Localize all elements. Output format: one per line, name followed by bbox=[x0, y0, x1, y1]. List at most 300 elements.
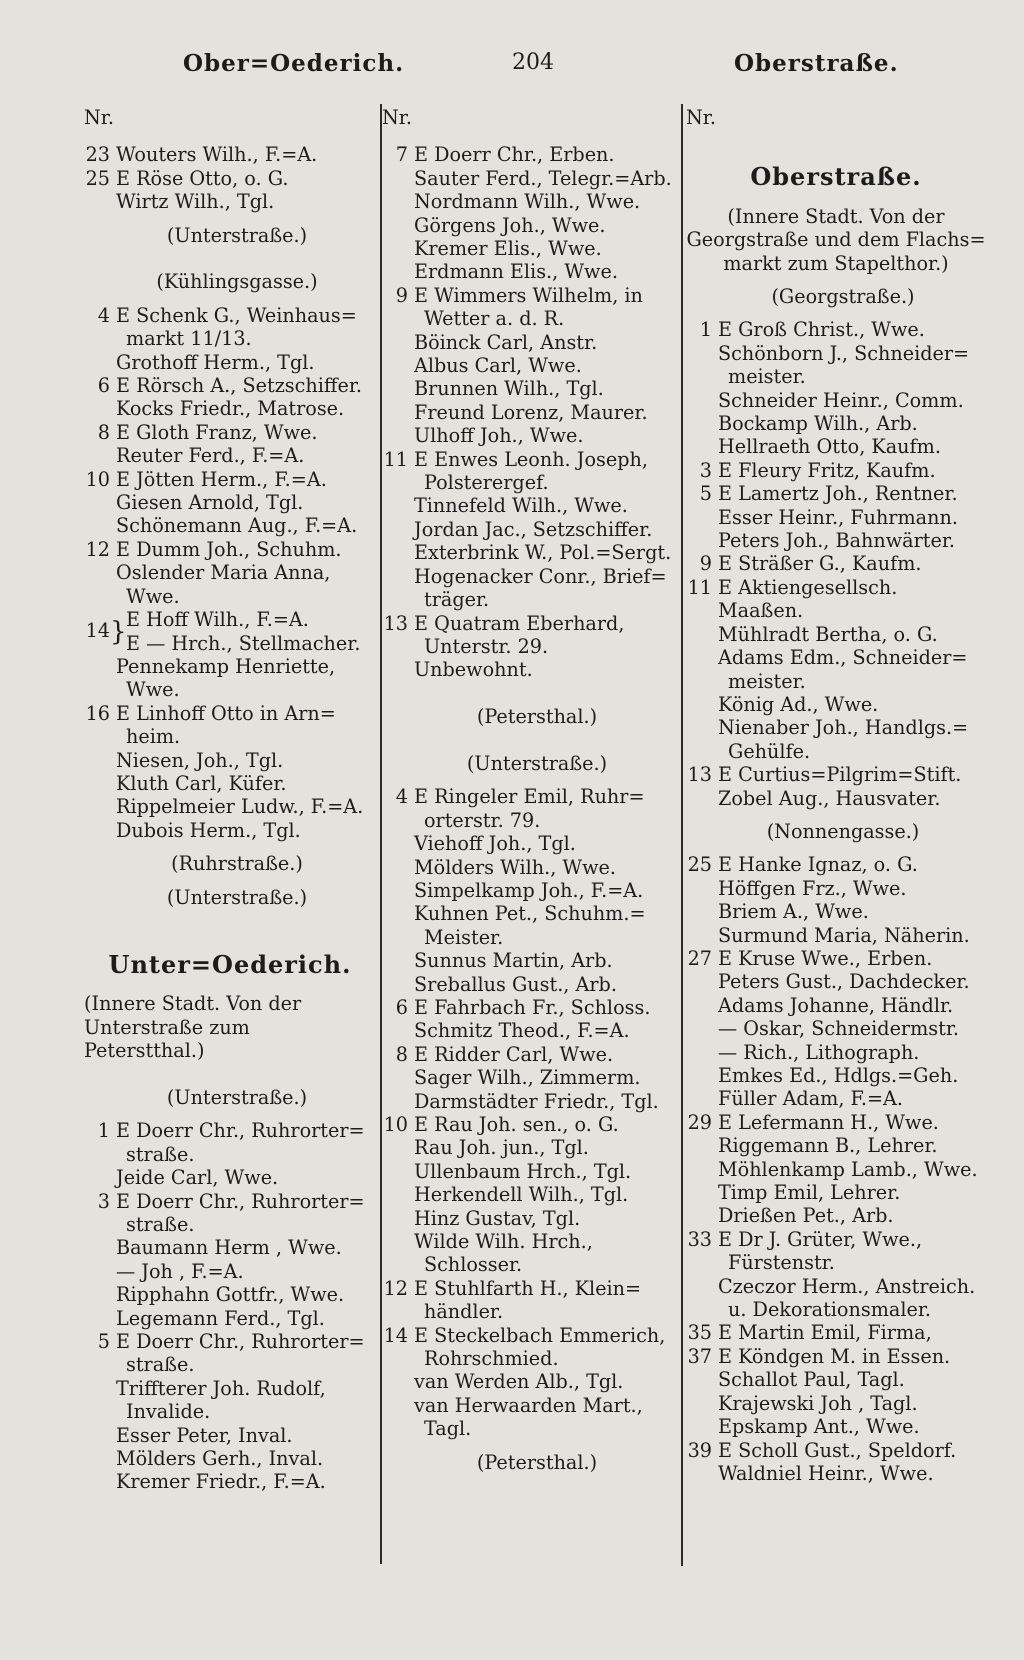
house-number: 13 bbox=[383, 611, 408, 635]
entry-line: Nienaber Joh., Handlgs.= bbox=[718, 716, 969, 740]
list-item bbox=[382, 331, 678, 354]
list-item bbox=[686, 947, 986, 970]
list-item bbox=[686, 994, 986, 1017]
entry-line: Peters Joh., Bahnwärter. bbox=[718, 529, 956, 553]
header-left-title: Ober=Oederich. bbox=[183, 50, 405, 77]
list-item bbox=[686, 1181, 986, 1204]
entry-line: E Schenk G., Weinhaus= bbox=[116, 303, 357, 327]
house-number: 25 bbox=[687, 853, 712, 877]
entry-line: E Fahrbach Fr., Schloss. bbox=[414, 995, 651, 1019]
list-item bbox=[686, 924, 986, 947]
entry-line: E Röse Otto, o. G. bbox=[116, 166, 289, 190]
list-item bbox=[686, 435, 986, 458]
section-heading: (Petersthal.) bbox=[476, 705, 598, 729]
house-number: 3 bbox=[97, 1189, 110, 1213]
entry-line: meister. bbox=[728, 669, 806, 693]
entry-line: E Rörsch A., Setzschiffer. bbox=[116, 374, 363, 398]
entry-line: Gehülfe. bbox=[728, 739, 811, 763]
list-item bbox=[382, 1090, 678, 1113]
house-number: 25 bbox=[85, 166, 110, 190]
list-item bbox=[382, 167, 678, 190]
entry-line: Grothoff Herm., Tgl. bbox=[116, 350, 315, 374]
entry-line: Invalide. bbox=[126, 1400, 211, 1424]
entry-line: Giesen Arnold, Tgl. bbox=[116, 491, 304, 515]
list-item bbox=[686, 646, 986, 693]
house-number: 10 bbox=[85, 467, 110, 491]
house-number: 9 bbox=[395, 283, 408, 307]
list-item bbox=[84, 167, 376, 190]
entry-line: Wetter a. d. R. bbox=[424, 307, 565, 331]
list-item bbox=[382, 1066, 678, 1089]
header-right-title: Oberstraße. bbox=[734, 50, 899, 77]
list-item bbox=[84, 397, 376, 420]
entry-line: Drießen Pet., Arb. bbox=[718, 1204, 894, 1228]
entry-line: Görgens Joh., Wwe. bbox=[414, 213, 606, 237]
page-header bbox=[0, 50, 1024, 100]
list-item bbox=[382, 1183, 678, 1206]
entry-line: Krajewski Joh , Tagl. bbox=[718, 1391, 918, 1415]
entry-line: — Rich., Lithograph. bbox=[718, 1040, 920, 1064]
house-number: 7 bbox=[395, 143, 408, 167]
list-item bbox=[686, 1275, 986, 1322]
entry-line: Simpelkamp Joh., F.=A. bbox=[414, 878, 644, 902]
list-item bbox=[686, 763, 986, 786]
entry-line: Füller Adam, F.=A. bbox=[718, 1087, 903, 1111]
house-number: 8 bbox=[395, 1042, 408, 1066]
list-item bbox=[84, 1470, 376, 1493]
list-item bbox=[382, 1394, 678, 1441]
entry-line: Esser Heinr., Fuhrmann. bbox=[718, 505, 958, 529]
entry-line: Meister. bbox=[424, 925, 504, 949]
house-number: 4 bbox=[395, 785, 408, 809]
entry-line: Mölders Wilh., Wwe. bbox=[414, 855, 617, 879]
section-heading: (Kühlingsgasse.) bbox=[156, 270, 318, 294]
list-item bbox=[382, 260, 678, 283]
entry-line: straße. bbox=[126, 1353, 195, 1377]
entry-line: Sunnus Martin, Arb. bbox=[414, 949, 613, 973]
entry-line: E Curtius=Pilgrim=Stift. bbox=[718, 763, 962, 787]
entry-line: Unterstr. 29. bbox=[424, 634, 549, 658]
entry-line: Höffgen Frz., Wwe. bbox=[718, 876, 907, 900]
list-item bbox=[686, 1087, 986, 1110]
entry-line: Jeide Carl, Wwe. bbox=[116, 1166, 279, 1190]
street-title: Oberstraße. bbox=[750, 162, 922, 192]
list-item bbox=[382, 973, 678, 996]
entry-line: Surmund Maria, Näherin. bbox=[718, 923, 970, 947]
list-item bbox=[686, 1392, 986, 1415]
list-item bbox=[382, 1113, 678, 1136]
entry-line: markt 11/13. bbox=[126, 327, 252, 351]
house-number: 16 bbox=[85, 701, 110, 725]
entry-line: E Doerr Chr., Ruhrorter= bbox=[116, 1330, 365, 1354]
entry-line: Viehoff Joh., Tgl. bbox=[414, 832, 576, 856]
list-item bbox=[686, 716, 986, 763]
entry-line: Wwe. bbox=[126, 584, 180, 608]
list-item bbox=[382, 448, 678, 495]
entry-line: Rau Joh. jun., Tgl. bbox=[414, 1136, 589, 1160]
list-item bbox=[382, 879, 678, 902]
house-number: 11 bbox=[383, 447, 408, 471]
entry-line: E Köndgen M. in Essen. bbox=[718, 1344, 951, 1368]
house-number: 1 bbox=[699, 318, 712, 342]
house-number: 5 bbox=[699, 482, 712, 506]
entry-line: E Sträßer G., Kaufm. bbox=[718, 552, 922, 576]
entry-line: Schallot Paul, Tagl. bbox=[718, 1368, 905, 1392]
list-item bbox=[84, 374, 376, 397]
list-item bbox=[382, 565, 678, 612]
section-heading: (Georgstraße.) bbox=[771, 285, 915, 309]
entry-line: E Enwes Leonh. Joseph, bbox=[414, 447, 648, 471]
entry-line: Erdmann Elis., Wwe. bbox=[414, 260, 618, 284]
list-item bbox=[84, 561, 376, 608]
section-heading: (Unterstraße.) bbox=[166, 885, 308, 909]
entry-line: Kremer Elis., Wwe. bbox=[414, 237, 602, 261]
entry-line: Exterbrink W., Pol.=Sergt. bbox=[414, 541, 672, 565]
entry-line: Sager Wilh., Zimmerm. bbox=[414, 1066, 641, 1090]
entry-line: van Werden Alb., Tgl. bbox=[414, 1370, 624, 1394]
list-item bbox=[382, 214, 678, 237]
entry-line: E Ridder Carl, Wwe. bbox=[414, 1042, 614, 1066]
entry-line: Kremer Friedr., F.=A. bbox=[116, 1470, 326, 1494]
list-item bbox=[686, 1345, 986, 1368]
entry-line: E Rau Joh. sen., o. G. bbox=[414, 1113, 619, 1137]
list-item bbox=[686, 342, 986, 389]
entry-line: Legemann Ferd., Tgl. bbox=[116, 1306, 325, 1330]
entry-line: Sreballus Gust., Arb. bbox=[414, 972, 617, 996]
list-item bbox=[382, 494, 678, 517]
nr-label: Nr. bbox=[84, 106, 114, 129]
list-item bbox=[686, 693, 986, 716]
house-number: 10 bbox=[383, 1113, 408, 1137]
list-item bbox=[686, 459, 986, 482]
house-number: 13 bbox=[687, 763, 712, 787]
list-item bbox=[686, 1017, 986, 1040]
house-number: 27 bbox=[687, 946, 712, 970]
entry-line: Mölders Gerh., Inval. bbox=[116, 1447, 324, 1471]
list-item bbox=[84, 1190, 376, 1237]
street-description: (Innere Stadt. Von der Unterstraße zum Peterstthal.) bbox=[84, 992, 302, 1063]
entry-line: Adams Edm., Schneider= bbox=[718, 646, 968, 670]
entry-line: Ulhoff Joh., Wwe. bbox=[414, 424, 584, 448]
entry-line: Schönemann Aug., F.=A. bbox=[116, 514, 358, 538]
list-item bbox=[382, 1136, 678, 1159]
entry-line: Oslender Maria Anna, bbox=[116, 561, 331, 585]
entry-line: träger. bbox=[424, 588, 490, 612]
list-item bbox=[686, 552, 986, 575]
list-item bbox=[686, 1415, 986, 1438]
entry-line: Herkendell Wilh., Tgl. bbox=[414, 1183, 629, 1207]
house-number: 6 bbox=[395, 995, 408, 1019]
entry-line: E Lamertz Joh., Rentner. bbox=[718, 482, 958, 506]
entry-line: E Jötten Herm., F.=A. bbox=[116, 467, 327, 491]
entry-line: E — Hrch., Stellmacher. bbox=[126, 631, 361, 655]
list-item bbox=[382, 1370, 678, 1393]
entry-line: E Fleury Fritz, Kaufm. bbox=[718, 458, 936, 482]
section-heading: (Unterstraße.) bbox=[466, 751, 608, 775]
list-item bbox=[686, 1158, 986, 1181]
list-item bbox=[382, 1207, 678, 1230]
entry-line: Brunnen Wilh., Tgl. bbox=[414, 377, 604, 401]
list-item bbox=[686, 1204, 986, 1227]
column-divider-2 bbox=[681, 104, 683, 1566]
entry-line: Tinnefeld Wilh., Wwe. bbox=[414, 494, 628, 518]
list-item bbox=[84, 1283, 376, 1306]
list-item bbox=[686, 1321, 986, 1344]
column-1 bbox=[84, 106, 376, 1494]
entry-line: E Scholl Gust., Speldorf. bbox=[718, 1438, 957, 1462]
entry-line: Nordmann Wilh., Wwe. bbox=[414, 190, 641, 214]
entry-line: Wilde Wilh. Hrch., bbox=[414, 1230, 593, 1254]
list-item bbox=[382, 902, 678, 949]
entry-line: Mühlradt Bertha, o. G. bbox=[718, 622, 938, 646]
entry-line: König Ad., Wwe. bbox=[718, 692, 879, 716]
entry-line: — Joh , F.=A. bbox=[116, 1259, 244, 1283]
entry-line: E Dr J. Grüter, Wwe., bbox=[718, 1227, 923, 1251]
list-item bbox=[382, 832, 678, 855]
list-item bbox=[382, 377, 678, 400]
list-item bbox=[686, 623, 986, 646]
entry-line: Emkes Ed., Hdlgs.=Geh. bbox=[718, 1064, 959, 1088]
entry-line: Wouters Wilh., F.=A. bbox=[116, 143, 318, 167]
list-item bbox=[382, 1019, 678, 1042]
entry-line: Rohrschmied. bbox=[424, 1347, 559, 1371]
entry-line: E Quatram Eberhard, bbox=[414, 611, 625, 635]
list-item bbox=[84, 1424, 376, 1447]
list-item bbox=[686, 412, 986, 435]
house-number: 12 bbox=[383, 1276, 408, 1300]
entry-line: Esser Peter, Inval. bbox=[116, 1423, 293, 1447]
list-item bbox=[686, 1064, 986, 1087]
list-item bbox=[84, 1260, 376, 1283]
list-item bbox=[84, 702, 376, 749]
list-item bbox=[382, 1043, 678, 1066]
entry-line: Kuhnen Pet., Schuhm.= bbox=[414, 902, 646, 926]
entry-line: E Doerr Chr., Erben. bbox=[414, 143, 615, 167]
entry-line: Fürstenstr. bbox=[728, 1251, 835, 1275]
page-number: 204 bbox=[512, 50, 554, 75]
house-number: 14 bbox=[383, 1323, 408, 1347]
list-item bbox=[84, 190, 376, 213]
entry-line: E Steckelbach Emmerich, bbox=[414, 1323, 666, 1347]
entry-line: Jordan Jac., Setzschiffer. bbox=[414, 517, 653, 541]
house-number: 29 bbox=[687, 1110, 712, 1134]
list-item bbox=[84, 795, 376, 818]
house-number: 35 bbox=[687, 1321, 712, 1345]
entry-line: Waldniel Heinr., Wwe. bbox=[718, 1461, 934, 1485]
entry-line: Peters Gust., Dachdecker. bbox=[718, 970, 970, 994]
entry-line: E Aktiengesellsch. Maaßen. bbox=[718, 575, 898, 623]
list-item bbox=[84, 421, 376, 444]
entry-line: orterstr. 79. bbox=[424, 808, 541, 832]
list-item bbox=[84, 1447, 376, 1470]
list-item bbox=[382, 1160, 678, 1183]
list-item bbox=[84, 749, 376, 772]
list-item bbox=[84, 444, 376, 467]
entry-line: Sauter Ferd., Telegr.=Arb. bbox=[414, 166, 672, 190]
list-item bbox=[686, 1134, 986, 1157]
house-number: 14 bbox=[85, 619, 110, 643]
entry-line: Tagl. bbox=[424, 1417, 472, 1441]
section-heading: (Ruhrstraße.) bbox=[171, 852, 303, 876]
list-item bbox=[382, 612, 678, 659]
house-number: 9 bbox=[699, 552, 712, 576]
house-number: 5 bbox=[97, 1330, 110, 1354]
list-item bbox=[382, 856, 678, 879]
list-item bbox=[686, 482, 986, 505]
list-item bbox=[84, 819, 376, 842]
list-item bbox=[84, 143, 376, 166]
entry-line: E Ringeler Emil, Ruhr= bbox=[414, 785, 645, 809]
entry-line: Bockamp Wilh., Arb. bbox=[718, 412, 918, 436]
entry-line: Reuter Ferd., F.=A. bbox=[116, 444, 305, 468]
entry-line: Böinck Carl, Anstr. bbox=[414, 330, 598, 354]
list-item bbox=[686, 1041, 986, 1064]
house-number: 6 bbox=[97, 374, 110, 398]
entry-line: E Hanke Ignaz, o. G. bbox=[718, 853, 918, 877]
street-description: (Innere Stadt. Von der Georgstraße und dem Flachs= markt zum Stapelthor.) bbox=[686, 204, 986, 275]
entry-line: Briem A., Wwe. bbox=[718, 900, 869, 924]
list-item bbox=[84, 1307, 376, 1330]
entry-line: straße. bbox=[126, 1213, 195, 1236]
entry-line: Hinz Gustav, Tgl. bbox=[414, 1206, 581, 1230]
entry-line: Niesen, Joh., Tgl. bbox=[116, 748, 284, 772]
entry-line: E Gloth Franz, Wwe. bbox=[116, 420, 318, 444]
list-item bbox=[382, 1277, 678, 1324]
list-item bbox=[382, 785, 678, 832]
entry-line: van Herwaarden Mart., bbox=[414, 1393, 643, 1417]
entry-line: Freund Lorenz, Maurer. bbox=[414, 400, 648, 424]
house-number: 4 bbox=[97, 303, 110, 327]
list-item bbox=[686, 318, 986, 341]
entry-line: E Wimmers Wilhelm, in bbox=[414, 283, 643, 307]
list-item bbox=[686, 1462, 986, 1485]
list-item bbox=[382, 996, 678, 1019]
list-item bbox=[382, 190, 678, 213]
house-number: 33 bbox=[687, 1227, 712, 1251]
list-item bbox=[84, 1236, 376, 1259]
entry-line: Hellraeth Otto, Kaufm. bbox=[718, 435, 941, 459]
list-item bbox=[686, 900, 986, 923]
list-item bbox=[382, 541, 678, 564]
entry-line: Timp Emil, Lehrer. bbox=[718, 1181, 901, 1205]
entry-line: E Kruse Wwe., Erben. bbox=[718, 946, 933, 970]
list-item bbox=[686, 877, 986, 900]
brace: } bbox=[110, 617, 127, 648]
entry-line: Schlosser. bbox=[424, 1253, 523, 1277]
house-number: 37 bbox=[687, 1344, 712, 1368]
house-number: 12 bbox=[85, 537, 110, 561]
entry-line: Ripphahn Gottfr., Wwe. bbox=[116, 1283, 345, 1307]
list-item bbox=[84, 1119, 376, 1166]
entry-line: Riggemann B., Lehrer. bbox=[718, 1134, 938, 1158]
list-item bbox=[84, 772, 376, 795]
section-heading: (Petersthal.) bbox=[476, 1450, 598, 1474]
list-item bbox=[382, 424, 678, 447]
street-title: Unter=Oederich. bbox=[108, 949, 352, 979]
list-item bbox=[382, 143, 678, 166]
entry-line: Schneider Heinr., Comm. bbox=[718, 388, 964, 412]
list-item bbox=[84, 514, 376, 537]
house-number: 23 bbox=[85, 143, 110, 167]
list-item bbox=[686, 787, 986, 810]
list-item bbox=[84, 1330, 376, 1377]
house-number: 3 bbox=[699, 458, 712, 482]
list-item bbox=[686, 970, 986, 993]
section-heading: (Nonnengasse.) bbox=[766, 819, 920, 843]
entry-line: Kluth Carl, Küfer. bbox=[116, 771, 287, 795]
list-item bbox=[686, 506, 986, 529]
entry-line: E Doerr Chr., Ruhrorter= bbox=[116, 1189, 365, 1213]
entry-line: Rippelmeier Ludw., F.=A. bbox=[116, 795, 364, 819]
entry-line: E Martin Emil, Firma, bbox=[718, 1321, 932, 1345]
entry-line: Dubois Herm., Tgl. bbox=[116, 818, 301, 842]
list-item bbox=[382, 949, 678, 972]
list-item bbox=[686, 529, 986, 552]
entry-line: E Doerr Chr., Ruhrorter= bbox=[116, 1119, 365, 1143]
entry-line: u. Dekorationsmaler. bbox=[728, 1298, 931, 1322]
list-item bbox=[382, 1230, 678, 1277]
list-item bbox=[84, 351, 376, 374]
list-item bbox=[686, 1111, 986, 1134]
entry-line: meister. bbox=[728, 365, 806, 389]
entry-line: Ullenbaum Hrch., Tgl. bbox=[414, 1159, 632, 1183]
entry-line: E Linhoff Otto in Arn= bbox=[116, 701, 336, 725]
entry-line: Epskamp Ant., Wwe. bbox=[718, 1415, 920, 1439]
entry-line: Zobel Aug., Hausvater. bbox=[718, 786, 941, 810]
entry-line: — Oskar, Schneidermstr. bbox=[718, 1017, 960, 1041]
entry-line: Pennekamp Henriette, bbox=[116, 654, 336, 678]
list-item bbox=[382, 401, 678, 424]
entry-line: Baumann Herm , Wwe. bbox=[116, 1236, 342, 1260]
entry-line: Darmstädter Friedr., Tgl. bbox=[414, 1089, 659, 1113]
entry-line: Triffterer Joh. Rudolf, bbox=[116, 1376, 326, 1400]
entry-line: E Groß Christ., Wwe. bbox=[718, 318, 925, 342]
entry-line: Adams Johanne, Händlr. bbox=[718, 993, 954, 1017]
entry-line: Schmitz Theod., F.=A. bbox=[414, 1019, 630, 1043]
list-item bbox=[686, 1228, 986, 1275]
entry-line: Möhlenkamp Lamb., Wwe. bbox=[718, 1157, 978, 1181]
list-item bbox=[686, 1439, 986, 1462]
list-item bbox=[382, 284, 678, 331]
list-item bbox=[382, 518, 678, 541]
entry-line: E Dumm Joh., Schuhm. bbox=[116, 537, 342, 561]
section-heading: (Unterstraße.) bbox=[166, 223, 308, 247]
list-item bbox=[382, 658, 678, 681]
list-item bbox=[84, 608, 376, 655]
column-2 bbox=[382, 106, 678, 1474]
entry-line: händler. bbox=[424, 1300, 504, 1324]
list-item bbox=[84, 491, 376, 514]
house-number: 1 bbox=[97, 1119, 110, 1143]
list-item bbox=[84, 1166, 376, 1189]
entry-line: straße. bbox=[126, 1142, 195, 1166]
entry-line: Unbewohnt. bbox=[414, 658, 533, 682]
entry-line: Kocks Friedr., Matrose. bbox=[116, 397, 345, 421]
list-item bbox=[84, 538, 376, 561]
house-number: 8 bbox=[97, 420, 110, 444]
house-number: 39 bbox=[687, 1438, 712, 1462]
entry-line: E Stuhlfarth H., Klein= bbox=[414, 1276, 642, 1300]
entry-line: Czeczor Herm., Anstreich. bbox=[718, 1274, 976, 1298]
entry-line: Schönborn J., Schneider= bbox=[718, 341, 970, 365]
entry-line: Wwe. bbox=[126, 678, 180, 702]
list-item bbox=[84, 655, 376, 702]
list-item bbox=[84, 1377, 376, 1424]
section-heading: (Unterstraße.) bbox=[166, 1085, 308, 1109]
entry-line: heim. bbox=[126, 725, 181, 749]
list-item bbox=[382, 1324, 678, 1371]
list-item bbox=[84, 304, 376, 351]
